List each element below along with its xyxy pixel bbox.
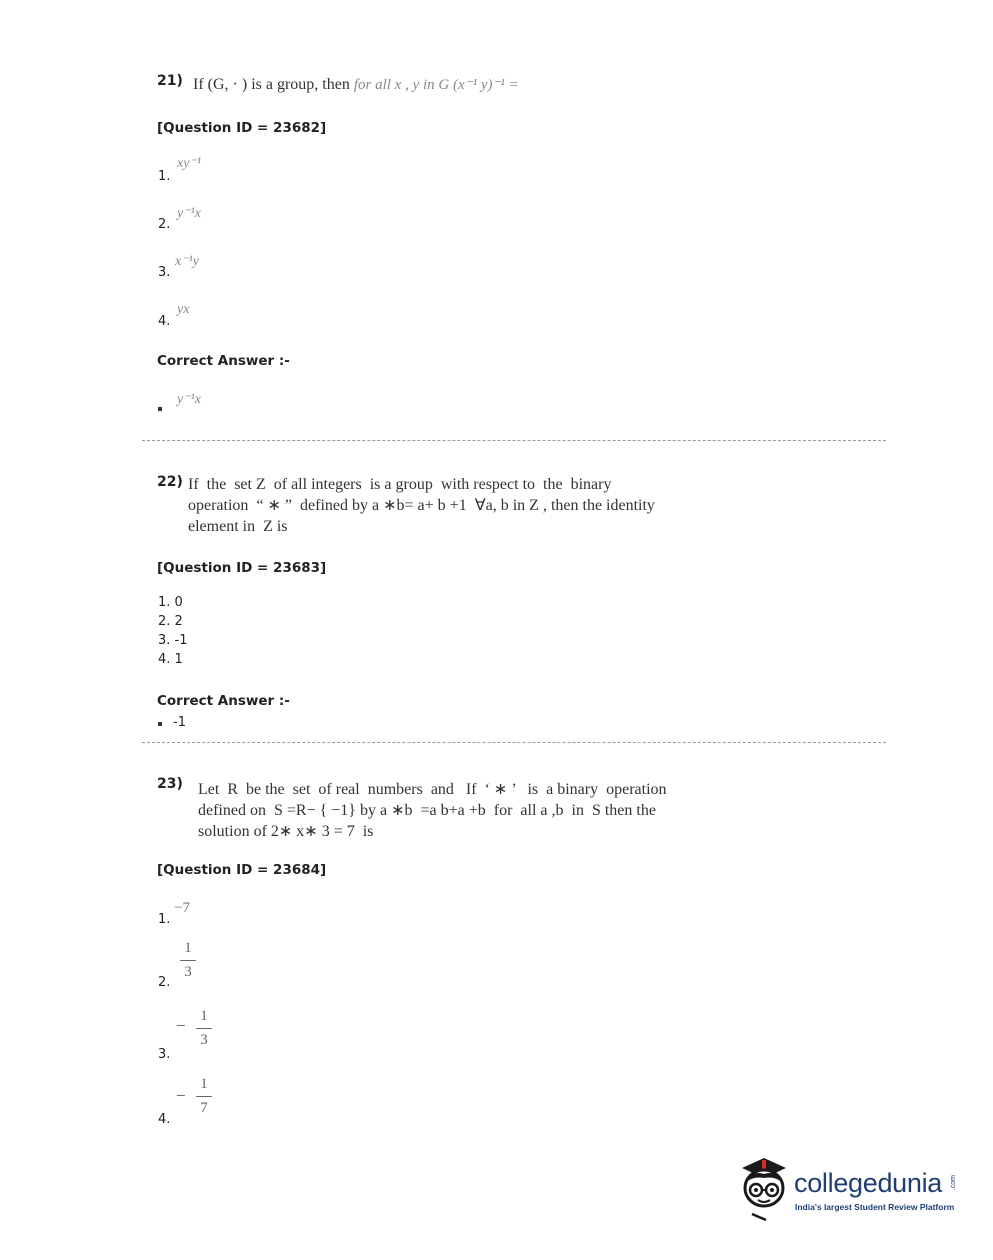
q23-option-2-number: 2. xyxy=(158,975,171,990)
section-divider xyxy=(142,440,886,441)
q21-option-4-number: 4. xyxy=(158,314,171,329)
question-21-text xyxy=(193,74,519,96)
q21-option-1-number: 1. xyxy=(158,169,171,184)
q21-option-2-number: 2. xyxy=(158,217,171,232)
question-21-number: 21) xyxy=(157,73,183,89)
q23-option-1-expr xyxy=(174,900,190,917)
collegedunia-logo xyxy=(734,1152,794,1222)
q23-option-3-numerator: 1 xyxy=(200,1008,208,1024)
brand-tagline: India's largest Student Review Platform xyxy=(795,1202,955,1212)
q21-option-4-expr: yx xyxy=(177,302,190,317)
q22-option-1 xyxy=(158,595,183,610)
q21-option-1-expr: xy⁻¹ xyxy=(177,156,202,171)
question-23-line-1: Let R be the set of real numbers and If ‘ ∗ ’ is a binary operation xyxy=(198,781,667,798)
question-22-id: [Question ID = 23683] xyxy=(157,560,327,576)
q21-option-2-expr: y⁻¹x xyxy=(177,206,202,221)
mascot-icon xyxy=(734,1152,794,1222)
q22-option-4-number: 4. xyxy=(158,652,171,667)
q23-option-4-fraction xyxy=(196,1076,212,1117)
q23-option-2-fraction xyxy=(180,940,196,981)
fraction-bar xyxy=(196,1096,212,1097)
question-23-line-2: defined on S =R− { −1} by a ∗b =a b+a +b for all a ,b in S then the xyxy=(198,802,656,819)
q23-option-3-denominator: 3 xyxy=(200,1032,208,1048)
question-23-id: [Question ID = 23684] xyxy=(157,862,327,878)
section-divider xyxy=(142,742,886,743)
q23-option-4-sign: − xyxy=(176,1086,186,1105)
q21-option-3-expr: x⁻¹y xyxy=(175,254,200,269)
fraction-bar xyxy=(180,960,196,961)
question-22-correct-label: Correct Answer :- xyxy=(157,693,290,709)
q21-option-3-number: 3. xyxy=(158,265,171,280)
q22-option-1-number: 1. xyxy=(158,595,171,610)
q23-option-3-fraction xyxy=(196,1008,212,1049)
q23-option-1-sign: − xyxy=(174,900,183,916)
brand-suffix: .com xyxy=(950,1175,957,1191)
q22-option-4-value: 1 xyxy=(174,652,183,667)
question-22-text xyxy=(188,474,728,537)
q23-option-2-numerator: 1 xyxy=(184,940,192,956)
question-22-line-2: operation “ ∗ ” defined by a ∗b= a+ b +1 ∀a, b in Z , then the identity xyxy=(188,497,655,514)
question-21-text-prefix: If (G, · ) is a group, then xyxy=(193,76,350,93)
q23-option-4-numerator: 1 xyxy=(200,1076,208,1092)
brand-name: collegedunia xyxy=(794,1168,943,1198)
question-23-number: 23) xyxy=(157,776,183,792)
question-21-id: [Question ID = 23682] xyxy=(157,120,327,136)
question-21-text-math: for all x , y in G (x⁻¹ y)⁻¹ = xyxy=(353,77,519,93)
question-23-line-3: solution of 2∗ x∗ 3 = 7 is xyxy=(198,823,374,840)
q23-option-4-denominator: 7 xyxy=(200,1100,208,1116)
q22-option-3-value: -1 xyxy=(174,633,188,648)
q21-correct-answer: y⁻¹x xyxy=(177,392,202,407)
question-22-line-3: element in Z is xyxy=(188,518,288,535)
q23-option-4-number: 4. xyxy=(158,1112,171,1127)
q23-option-1-value: 7 xyxy=(182,900,190,916)
q22-option-3-number: 3. xyxy=(158,633,171,648)
q22-option-2-number: 2. xyxy=(158,614,171,629)
q22-option-2 xyxy=(158,614,183,629)
q22-option-2-value: 2 xyxy=(174,614,183,629)
q22-option-4 xyxy=(158,652,183,667)
q21-answer-bullet xyxy=(158,407,162,411)
fraction-bar xyxy=(196,1028,212,1029)
question-21-correct-label: Correct Answer :- xyxy=(157,353,290,369)
q22-option-1-value: 0 xyxy=(174,595,183,610)
question-23-text xyxy=(198,779,738,842)
q22-correct-answer: -1 xyxy=(173,715,186,730)
q23-option-1-number: 1. xyxy=(158,912,171,927)
q23-option-2-denominator: 3 xyxy=(184,964,192,980)
question-22-line-1: If the set Z of all integers is a group with respect to the binary xyxy=(188,476,612,493)
q22-option-3 xyxy=(158,633,188,648)
q22-answer-bullet xyxy=(158,722,162,726)
question-22-number: 22) xyxy=(157,474,183,490)
q23-option-3-sign: − xyxy=(176,1016,186,1035)
q23-option-3-number: 3. xyxy=(158,1047,171,1062)
